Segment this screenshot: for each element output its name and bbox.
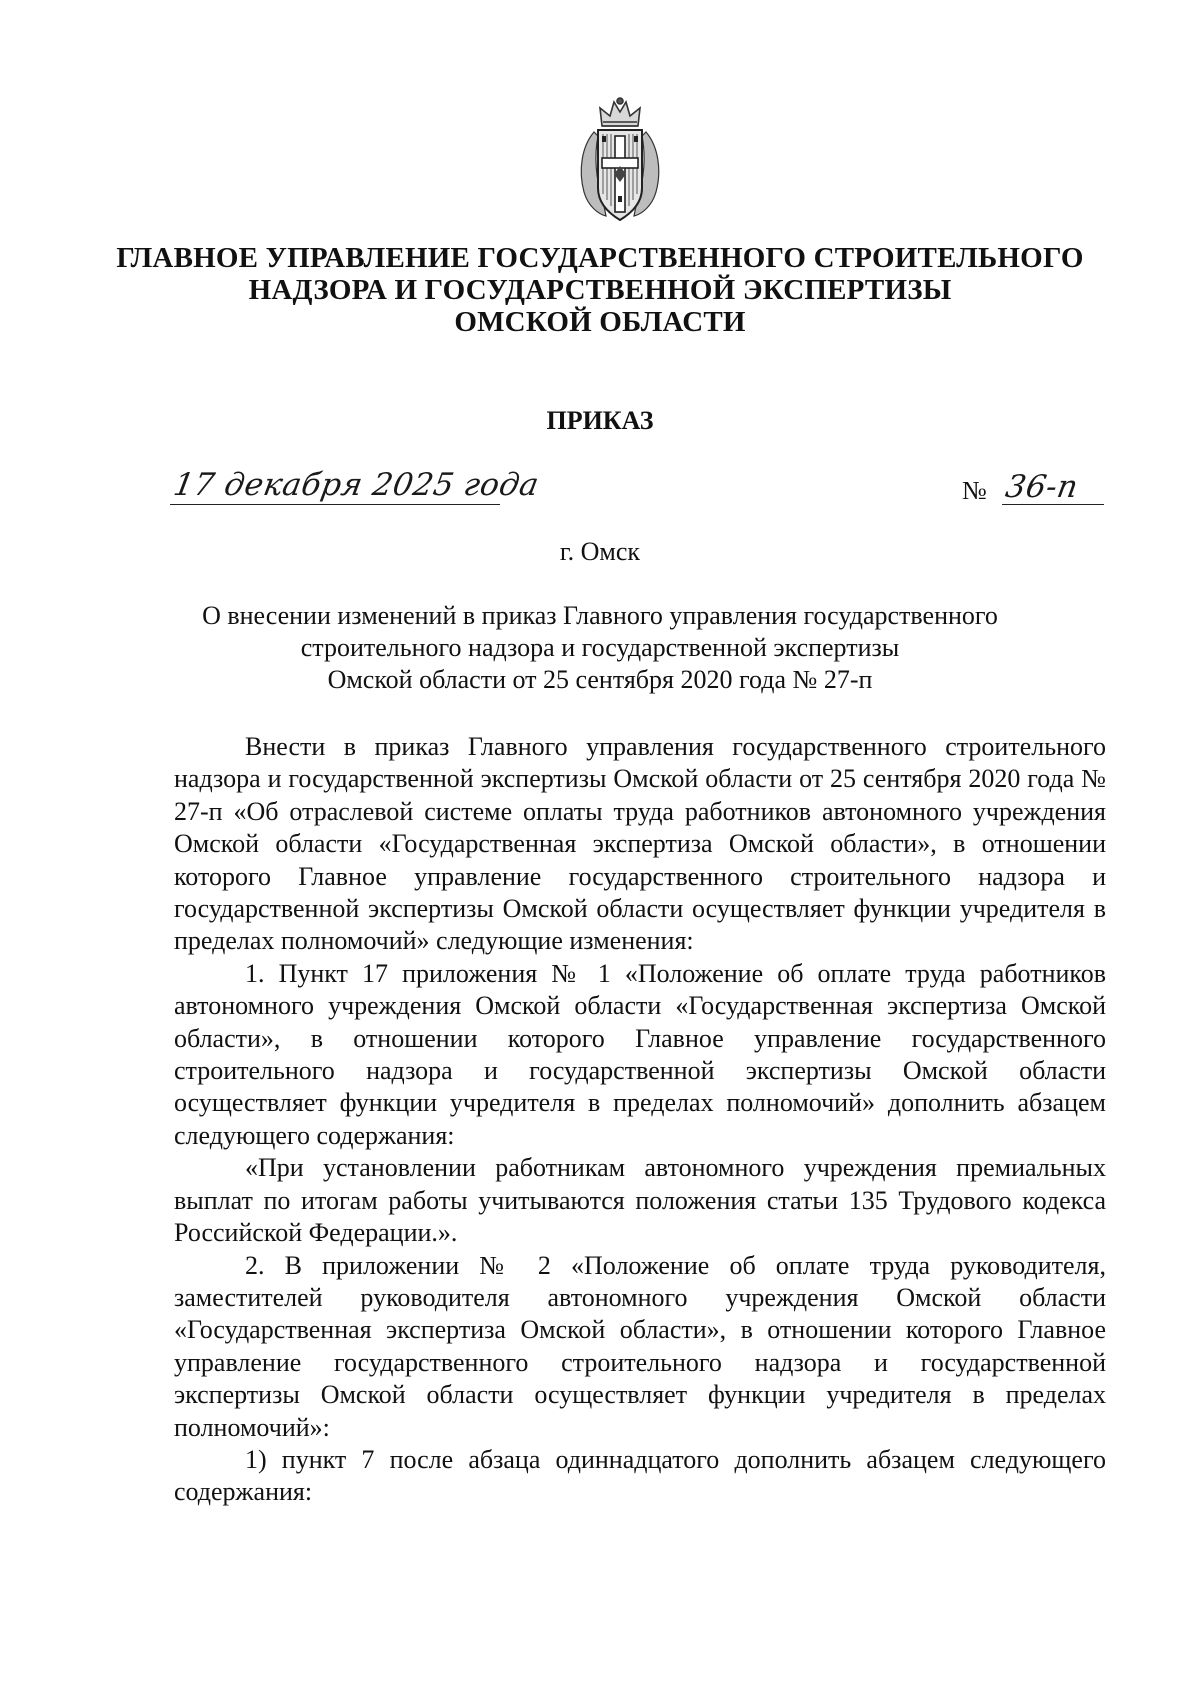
order-date-underline [170, 504, 500, 505]
order-subject-line-3: Омской области от 25 сентября 2020 года № 27-п [327, 665, 873, 694]
order-body [174, 731, 1106, 1509]
body-paragraph-subitem-1: 1) пункт 7 после абзаца одиннадцатого дополнить абзацем следующего содержания: [174, 1444, 1106, 1507]
order-number-handwritten: 36-п [1002, 469, 1082, 505]
body-paragraph-quote-1: «При установлении работникам автономного учреждения премиальных выплат по итогам работы учитываются положения статьи 135 Трудового кодекса Российской Федерации.». [174, 1153, 1106, 1248]
agency-name-line-3: ОМСКОЙ ОБЛАСТИ [454, 306, 746, 338]
agency-name-line-1: ГЛАВНОЕ УПРАВЛЕНИЕ ГОСУДАРСТВЕННОГО СТРОИТЕЛЬНОГО [116, 242, 1084, 274]
coat-of-arms-icon [572, 96, 668, 224]
body-paragraph-item-2: 2. В приложении № 2 «Положение об оплате труда руководителя, заместителей руководителя автономного учреждения Омской области «Государственная экспертиза Омской области», в отношении которого Главное управление государственного строительного надзора и государственной экспертизы Омской области осуществляет функции учредителя в пределах полномочий»: [174, 1250, 1106, 1442]
order-subject [150, 600, 1050, 696]
order-date-handwritten: 17 декабря 2025 года [170, 467, 542, 503]
body-paragraph-item-1: 1. Пункт 17 приложения № 1 «Положение об оплате труда работников автономного учреждения Омской области «Государственная экспертиза Омской области», в отношении которого Главное управление государственного строительного надзора и государственной экспертизы Омской области осуществляет функции учредителя в пределах полномочий» дополнить абзацем следующего содержания: [174, 958, 1106, 1150]
order-subject-line-2: строительного надзора и государственной экспертизы [300, 633, 900, 662]
city-label: г. Омск [559, 537, 641, 566]
agency-name [100, 242, 1100, 338]
order-number [962, 470, 1112, 516]
order-date [170, 466, 542, 512]
order-subject-line-1: О внесении изменений в приказ Главного управления государственного [202, 601, 998, 630]
document-type-title: ПРИКАЗ [546, 406, 654, 435]
order-number-underline [1002, 504, 1104, 505]
agency-name-line-2: НАДЗОРА И ГОСУДАРСТВЕННОЙ ЭКСПЕРТИЗЫ [248, 274, 952, 306]
order-number-sign: № [962, 476, 987, 505]
body-paragraph-intro: Внести в приказ Главного управления государственного строительного надзора и государственной экспертизы Омской области от 25 сентября 2020 года № 27-п «Об отраслевой системе оплаты труда работников автономного учреждения Омской области «Государственная экспертиза Омской области», в отношении которого Главное управление государственного строительного надзора и государственной экспертизы Омской области осуществляет функции учредителя в пределах полномочий» следующие изменения: [174, 732, 1106, 956]
